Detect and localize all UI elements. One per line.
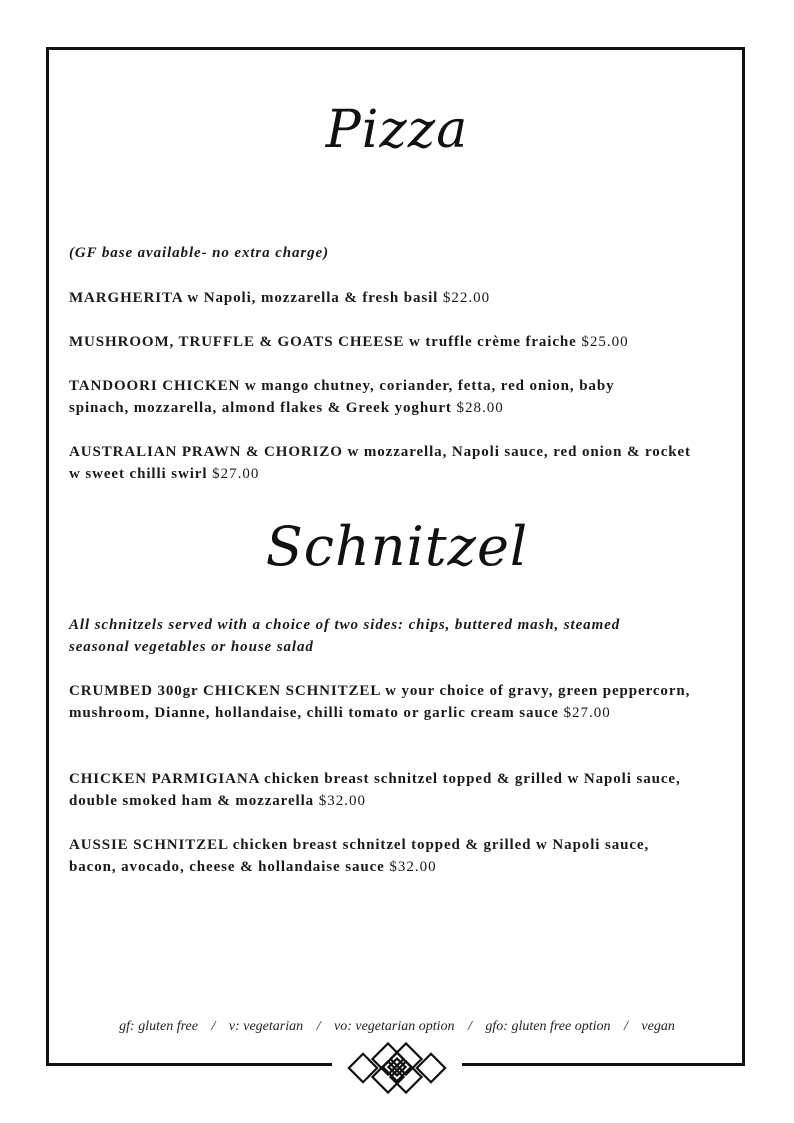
- legend-separator: /: [624, 1019, 628, 1034]
- schnitzel-note: [69, 614, 679, 658]
- schnitzel-heading: Schnitzel: [265, 515, 529, 578]
- item-description: w mozzarella, Napoli sauce, red onion & rocket w sweet chilli swirl: [69, 444, 691, 482]
- pizza-heading: Pizza: [325, 100, 469, 160]
- item-description: chicken breast schnitzel topped & grilled w Napoli sauce, bacon, avocado, cheese & hollandaise sauce: [69, 837, 650, 875]
- item-name: AUSTRALIAN PRAWN & CHORIZO: [69, 444, 343, 460]
- dietary-legend: [0, 1019, 794, 1035]
- item-description: w mango chutney, coriander, fetta, red onion, baby spinach, mozzarella, almond flakes & Greek yoghurt: [69, 378, 615, 416]
- menu-item: [69, 768, 684, 812]
- item-price: $27.00: [212, 466, 260, 482]
- menu-item: [69, 441, 694, 485]
- menu-item: [69, 680, 699, 724]
- item-price: $32.00: [318, 793, 366, 809]
- legend-separator: /: [316, 1019, 321, 1034]
- pizza-note: [69, 242, 699, 264]
- item-description: w your choice of gravy, green peppercorn, mushroom, Dianne, hollandaise, chilli tomato or garlic cream sauce: [69, 683, 691, 721]
- item-description: w Napoli, mozzarella & fresh basil: [187, 290, 439, 306]
- legend-vo: vo: vegetarian option: [334, 1019, 455, 1034]
- menu-item: [69, 331, 699, 353]
- pizza-note-text: (GF base available- no extra charge): [69, 245, 330, 261]
- item-name: TANDOORI CHICKEN: [69, 378, 241, 394]
- item-price: $27.00: [563, 705, 611, 721]
- item-name: MARGHERITA: [69, 290, 183, 306]
- item-description: w truffle crème fraiche: [409, 334, 577, 350]
- item-name: MUSHROOM, TRUFFLE & GOATS CHEESE: [69, 334, 405, 350]
- legend-separator: /: [211, 1019, 216, 1034]
- menu-item: [69, 834, 699, 878]
- legend-gfo: gfo: gluten free option: [485, 1019, 611, 1034]
- legend-gf: gf: gluten free: [119, 1019, 198, 1034]
- menu-item: [69, 287, 699, 309]
- item-price: $25.00: [581, 334, 629, 350]
- menu-item: [69, 375, 629, 419]
- item-description: chicken breast schnitzel topped & grilled w Napoli sauce, double smoked ham & mozzarella: [69, 771, 681, 809]
- legend-separator: /: [468, 1019, 472, 1034]
- item-name: CHICKEN PARMIGIANA: [69, 771, 260, 787]
- legend-vegan: vegan: [641, 1019, 675, 1034]
- item-price: $32.00: [389, 859, 437, 875]
- item-price: $28.00: [456, 400, 504, 416]
- item-name: CRUMBED 300gr CHICKEN SCHNITZEL: [69, 683, 381, 699]
- schnitzel-note-text: All schnitzels served with a choice of two sides: chips, buttered mash, steamed seasonal vegetables or house salad: [69, 617, 621, 655]
- legend-v: v: vegetarian: [228, 1019, 304, 1034]
- diamond-ornament-icon: [347, 1038, 447, 1098]
- item-price: $22.00: [442, 290, 491, 306]
- item-name: AUSSIE SCHNITZEL: [69, 837, 229, 853]
